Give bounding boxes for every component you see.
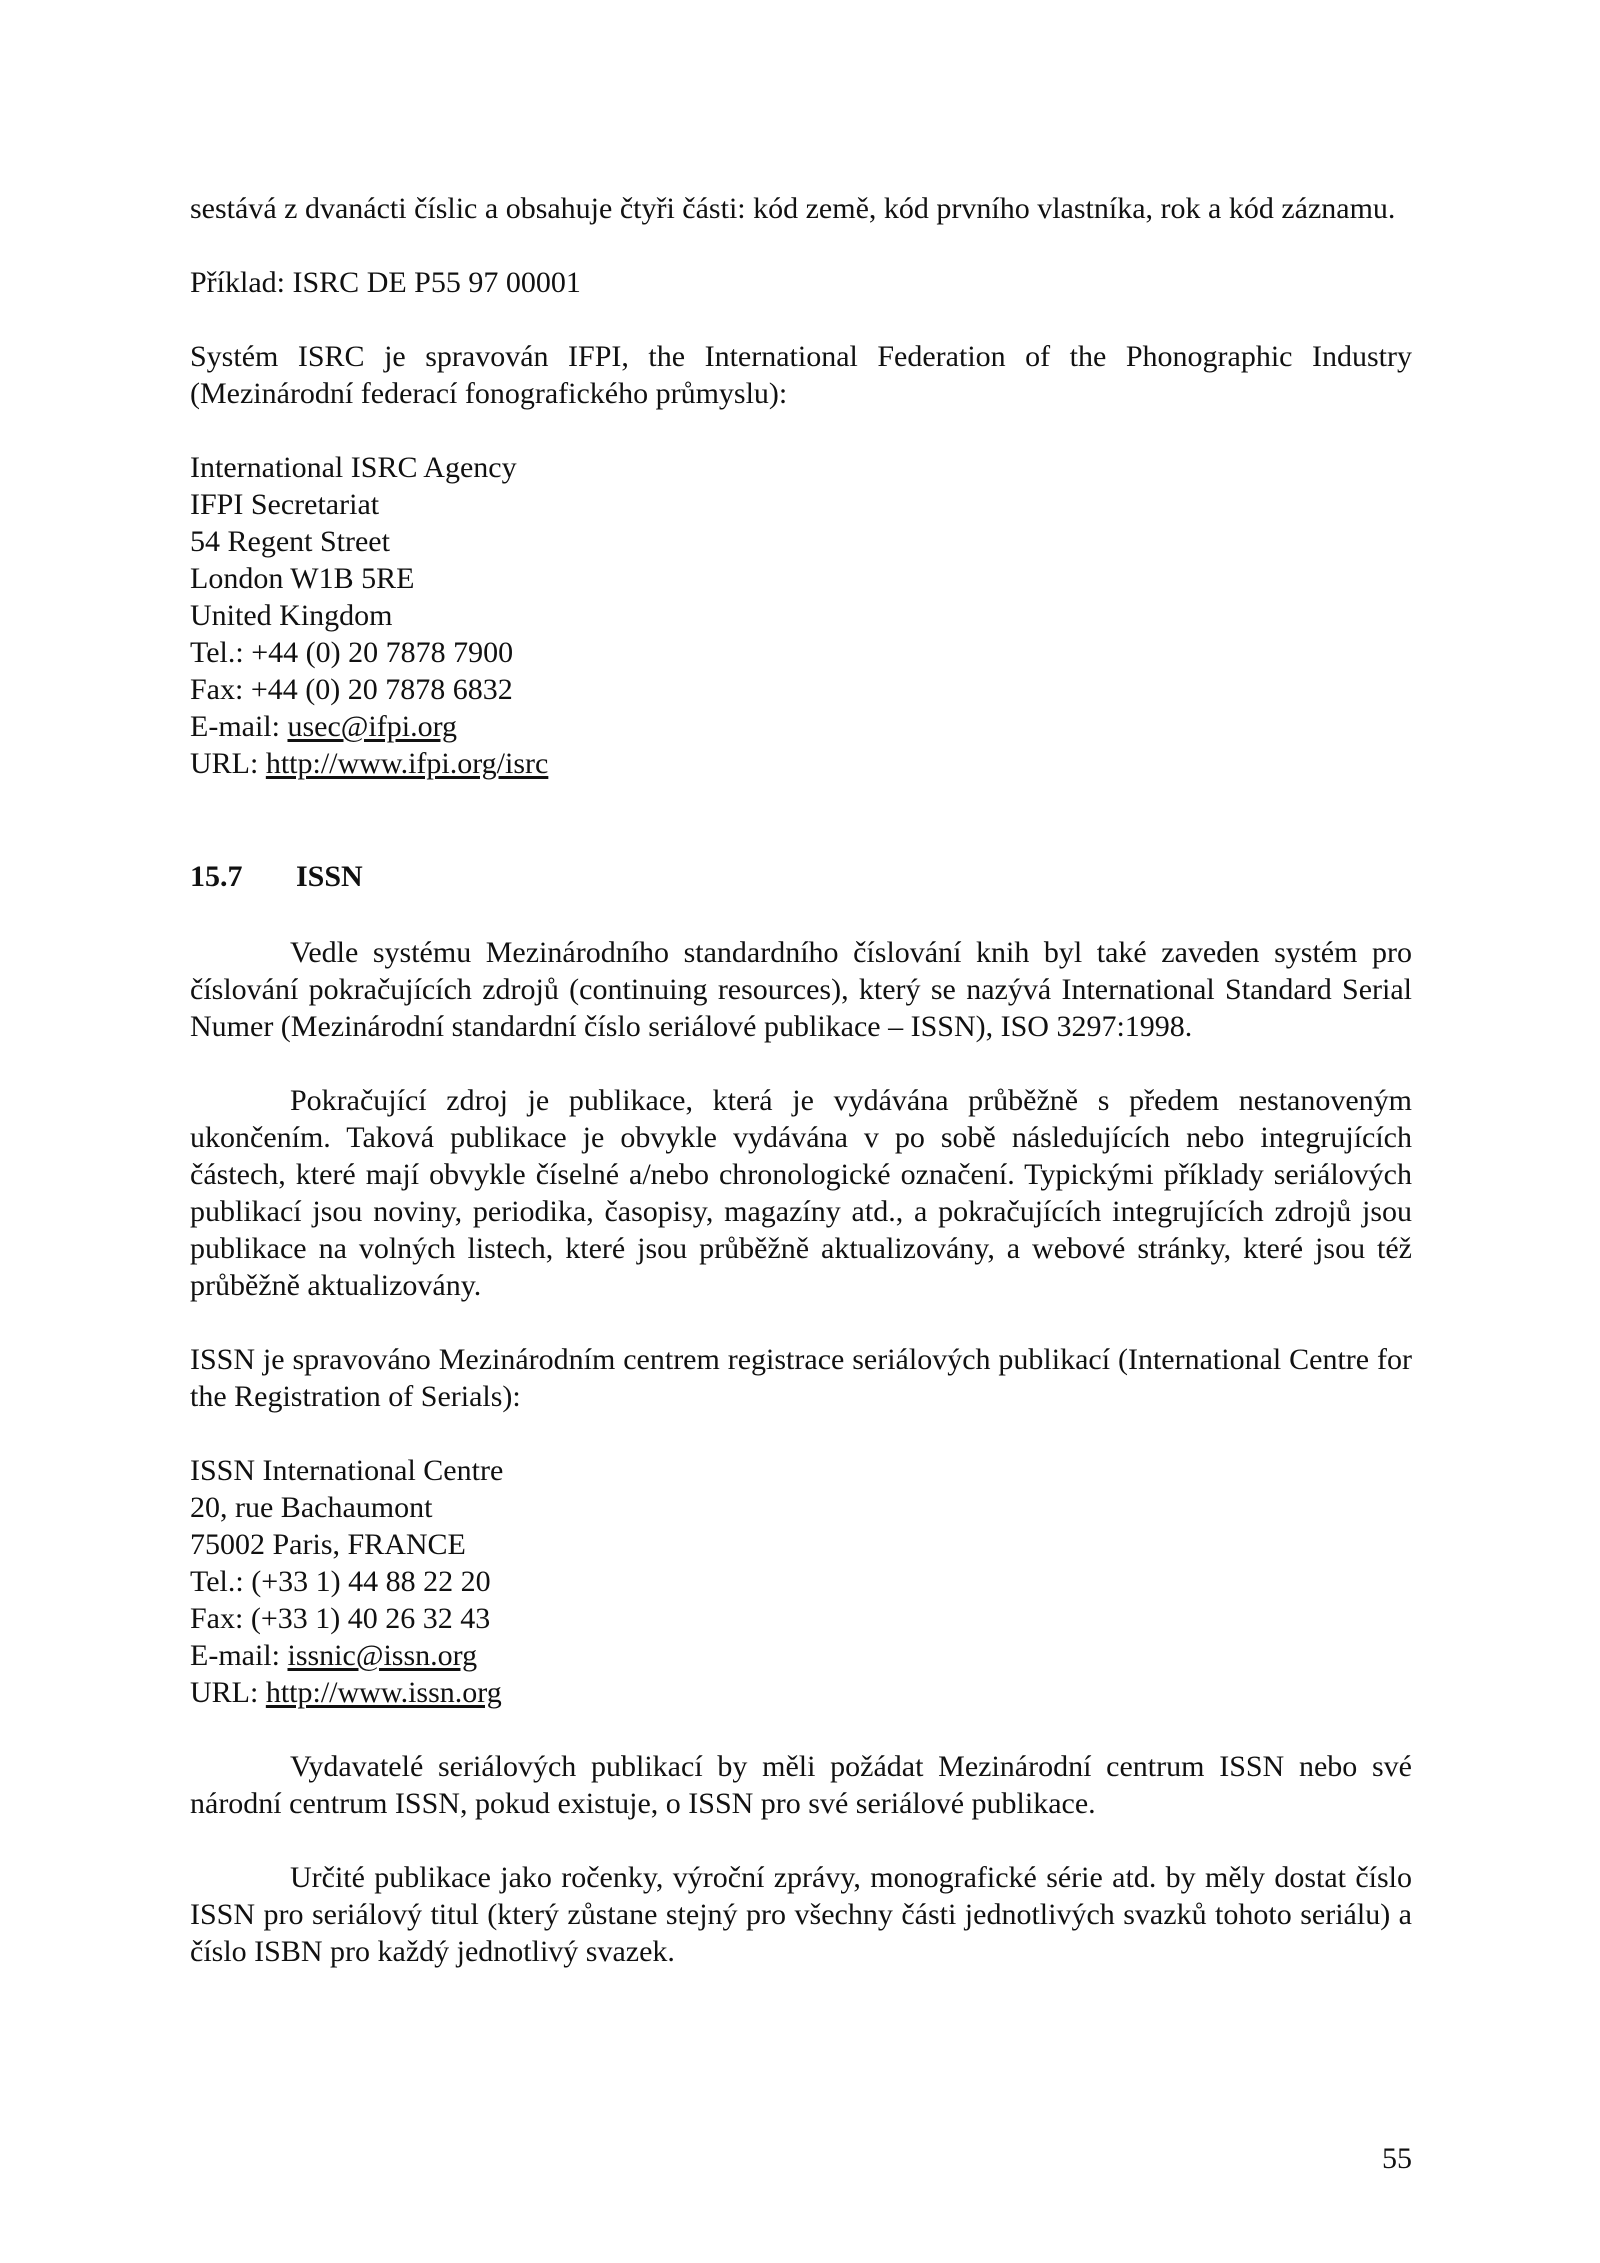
intro-paragraph: sestává z dvanácti číslic a obsahuje čtyři části: kód země, kód prvního vlastníka, rok a kód záznamu.: [190, 192, 1396, 225]
issn-administration-paragraph: ISSN je spravováno Mezinárodním centrem registrace seriálových publikací (International Centre for the Registration of Serials):: [190, 1343, 1412, 1413]
issn-intro-paragraph: Vedle systému Mezinárodního standardního číslování knih byl také zaveden systém pro číslování pokračujících zdrojů (continuing resources), který se nazývá International Standard Serial Numer (Mezinárodní standardní číslo seriálové publikace – ISSN), ISO 3297:1998.: [190, 936, 1412, 1043]
isrc-agency-fax: Fax: +44 (0) 20 7878 6832: [190, 673, 513, 706]
issn-centre-tel: Tel.: (+33 1) 44 88 22 20: [190, 1565, 491, 1598]
issn-centre-street: 20, rue Bachaumont: [190, 1491, 433, 1524]
isrc-agency-tel: Tel.: +44 (0) 20 7878 7900: [190, 636, 514, 669]
issn-email-link[interactable]: issnic@issn.org: [287, 1639, 478, 1672]
isrc-agency-street: 54 Regent Street: [190, 525, 390, 558]
issn-url-link[interactable]: http://www.issn.org: [265, 1676, 502, 1709]
issn-address-block: [190, 1452, 1412, 1711]
continuing-resource-paragraph: Pokračující zdroj je publikace, která je vydávána průběžně s předem nestanoveným ukončením. Taková publikace je obvykle vydávána v po sobě následujících nebo integrujících částech, které mají obvykle číselné a/nebo chronologické označení. Typickými příklady seriálových publikací jsou noviny, periodika, časopisy, magazíny atd., a pokračujících integrujících zdrojů jsou publikace na volných listech, které jsou průběžně aktualizovány, a webové stránky, které jsou též průběžně aktualizovány.: [190, 1084, 1412, 1302]
email-label: E-mail:: [190, 710, 288, 743]
isrc-agency-org: IFPI Secretariat: [190, 488, 380, 521]
issn-centre-fax: Fax: (+33 1) 40 26 32 43: [190, 1602, 491, 1635]
email-label: E-mail:: [190, 1639, 288, 1672]
issn-centre-name: ISSN International Centre: [190, 1454, 504, 1487]
isrc-agency-name: International ISRC Agency: [190, 451, 517, 484]
issn-centre-email-line: [190, 1637, 1412, 1674]
isrc-example: Příklad: ISRC DE P55 97 00001: [190, 266, 581, 299]
isrc-agency-city: London W1B 5RE: [190, 562, 415, 595]
isrc-agency-url-line: [190, 745, 1412, 782]
isrc-administration-paragraph: Systém ISRC je spravován IFPI, the International Federation of the Phonographic Industry (Mezinárodní federací fonografického průmyslu):: [190, 340, 1412, 410]
section-title: ISSN: [296, 860, 363, 893]
issn-centre-url-line: [190, 1674, 1412, 1711]
isrc-agency-country: United Kingdom: [190, 599, 393, 632]
issn-centre-city: 75002 Paris, FRANCE: [190, 1528, 466, 1561]
isrc-url-link[interactable]: http://www.ifpi.org/isrc: [265, 747, 549, 780]
section-number: 15.7: [190, 860, 243, 893]
publishers-paragraph: Vydavatelé seriálových publikací by měli požádat Mezinárodní centrum ISSN nebo své národní centrum ISSN, pokud existuje, o ISSN pro své seriálové publikace.: [190, 1750, 1412, 1820]
section-heading: [190, 858, 1412, 895]
url-label: URL:: [190, 747, 266, 780]
document-page: [190, 190, 1412, 1970]
page-number: 55: [1382, 2142, 1412, 2175]
certain-publications-paragraph: Určité publikace jako ročenky, výroční zprávy, monografické série atd. by měly dostat číslo ISSN pro seriálový titul (který zůstane stejný pro všechny části jednotlivých svazků tohoto seriálu) a číslo ISBN pro každý jednotlivý svazek.: [190, 1861, 1412, 1968]
isrc-address-block: [190, 449, 1412, 782]
isrc-email-link[interactable]: usec@ifpi.org: [287, 710, 458, 743]
url-label: URL:: [190, 1676, 266, 1709]
isrc-agency-email-line: [190, 708, 1412, 745]
